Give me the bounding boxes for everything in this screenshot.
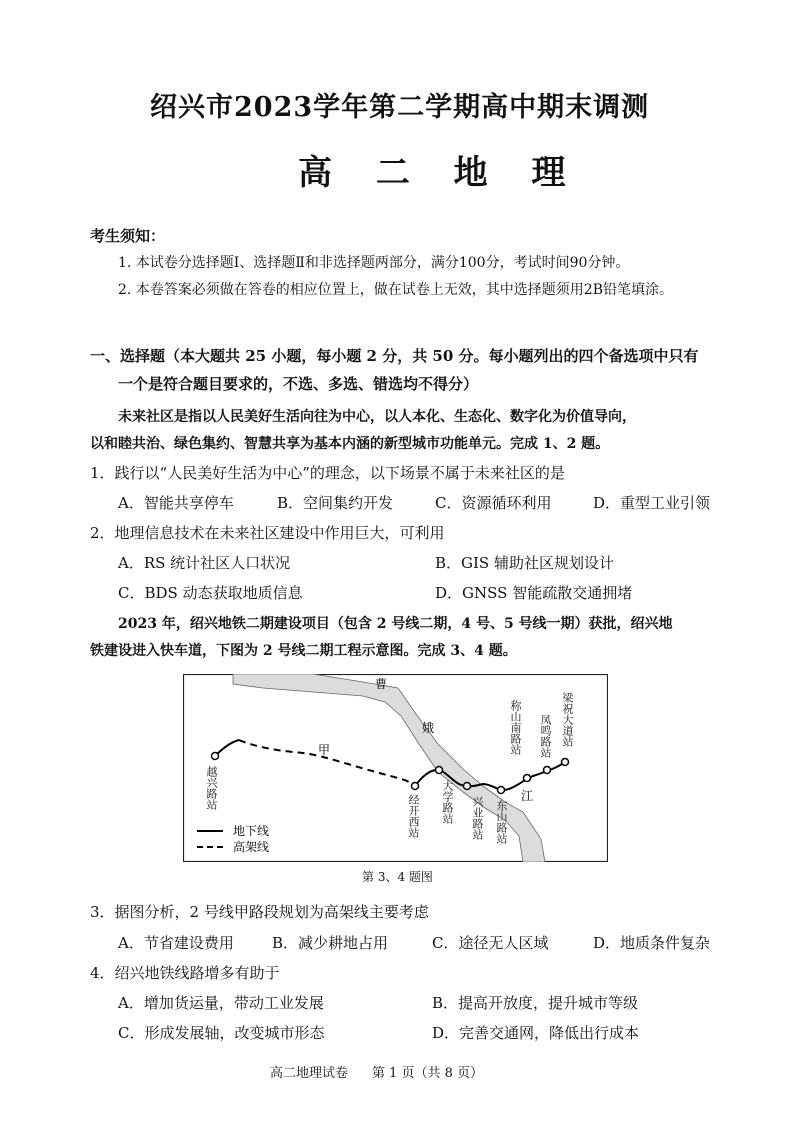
- map-svg: [183, 674, 608, 862]
- notice-item-2: 2. 本卷答案必须做在答卷的相应位置上，做在试卷上无效，其中选择题须用2B铅笔填涂。: [118, 282, 674, 298]
- station-dot-liangzhu: [562, 759, 569, 766]
- question-1-option-a: A．智能共享停车: [118, 494, 234, 512]
- question-3-stem: 3．据图分析，2 号线甲路段规划为高架线主要考虑: [90, 903, 429, 921]
- question-1-option-b: B．空间集约开发: [277, 494, 394, 512]
- question-1-option-c: C．资源循环利用: [435, 494, 552, 512]
- station-label-xingyelu: 兴业路站: [471, 796, 484, 840]
- station-label-dongshanlu: 东山路站: [495, 800, 508, 844]
- footer-paper-name: 高二地理试卷: [270, 1066, 349, 1081]
- question-2-stem: 2．地理信息技术在未来社区建设中作用巨大，可利用: [90, 524, 445, 542]
- question-4-stem: 4．绍兴地铁线路增多有助于: [90, 964, 280, 982]
- question-4-option-b: B．提高开放度，提升城市等级: [432, 994, 639, 1012]
- legend-elevated-label: 高架线: [233, 840, 270, 854]
- footer-page-number: 第 1 页（共 8 页）: [372, 1066, 484, 1081]
- notice-item-1: 1. 本试卷分选择题Ⅰ、选择题Ⅱ和非选择题两部分，满分100分，考试时间90分钟。: [118, 255, 630, 271]
- legend-underground-label: 地下线: [233, 824, 270, 838]
- question-1-option-d: D．重型工业引领: [593, 494, 711, 512]
- material-2-line1: 2023 年，绍兴地铁二期建设项目（包含 2 号线二期，4 号、5 号线一期）获批，绍兴地: [118, 616, 673, 632]
- station-label-fengminglu: 凤鸣路站: [539, 714, 552, 758]
- exam-title: 绍兴市2023学年第二学期高中期末调测: [150, 92, 650, 123]
- question-3-option-c: C．途径无人区域: [432, 934, 549, 952]
- subject-title: 高 二 地 理: [298, 153, 582, 193]
- question-1-stem: 1．践行以“人民美好生活为中心”的理念，以下场景不属于未来社区的是: [90, 464, 565, 482]
- material-1-line2: 以和睦共治、绿色集约、智慧共享为基本内涵的新型城市功能单元。完成 1、2 题。: [90, 436, 610, 452]
- station-label-liangzhu: 梁祝大道站: [561, 692, 574, 747]
- station-dot-dongshanlu: [498, 787, 505, 794]
- metro-line-map: [183, 674, 608, 862]
- river-char-1: 曹: [375, 677, 388, 691]
- station-dot-xingyelu: [464, 783, 471, 790]
- question-4-option-d: D．完善交通网，降低出行成本: [432, 1024, 640, 1042]
- question-4-option-c: C．形成发展轴，改变城市形态: [118, 1024, 325, 1042]
- river-char-2: 娥: [422, 721, 435, 735]
- material-1-line1: 未来社区是指以人民美好生活向往为中心，以人本化、生态化、数字化为价值导向，: [118, 409, 636, 425]
- segment-label-jia: 甲: [318, 743, 331, 757]
- station-label-jingkaixi: 经开西站: [407, 794, 420, 838]
- question-3-option-a: A．节省建设费用: [118, 934, 234, 952]
- question-4-option-a: A．增加货运量，带动工业发展: [118, 994, 324, 1012]
- section-heading-line2: 一个是符合题目要求的，不选、多选、错选均不得分）: [118, 375, 479, 393]
- station-dot-jingkaixi: [412, 783, 419, 790]
- figure-caption: 第 3、4 题图: [362, 870, 433, 884]
- question-2-option-b: B．GIS 辅助社区规划设计: [435, 554, 614, 572]
- station-dot-chenshannanlu: [524, 775, 531, 782]
- section-heading-line1: 一、选择题（本大题共 25 小题，每小题 2 分，共 50 分。每小题列出的四个备选项中只有: [90, 347, 699, 365]
- station-label-daxuelu: 大学路站: [441, 780, 454, 824]
- station-dot-fengminglu: [544, 767, 551, 774]
- station-dot-yuexinglu: [212, 753, 219, 760]
- question-2-option-c: C．BDS 动态获取地质信息: [118, 584, 303, 602]
- station-label-yuexinglu: 越兴路站: [205, 766, 218, 810]
- question-2-option-a: A．RS 统计社区人口状况: [118, 554, 291, 572]
- notice-heading: 考生须知：: [90, 227, 166, 245]
- question-3-option-b: B．减少耕地占用: [272, 934, 389, 952]
- material-2-line2: 铁建设进入快车道，下图为 2 号线二期工程示意图。完成 3、4 题。: [90, 643, 517, 659]
- station-label-chenshannanlu: 称山南路站: [509, 700, 522, 755]
- question-2-option-d: D．GNSS 智能疏散交通拥堵: [435, 584, 633, 602]
- question-3-option-d: D．地质条件复杂: [593, 934, 711, 952]
- river-char-3: 江: [521, 789, 534, 803]
- station-dot-daxuelu: [436, 767, 443, 774]
